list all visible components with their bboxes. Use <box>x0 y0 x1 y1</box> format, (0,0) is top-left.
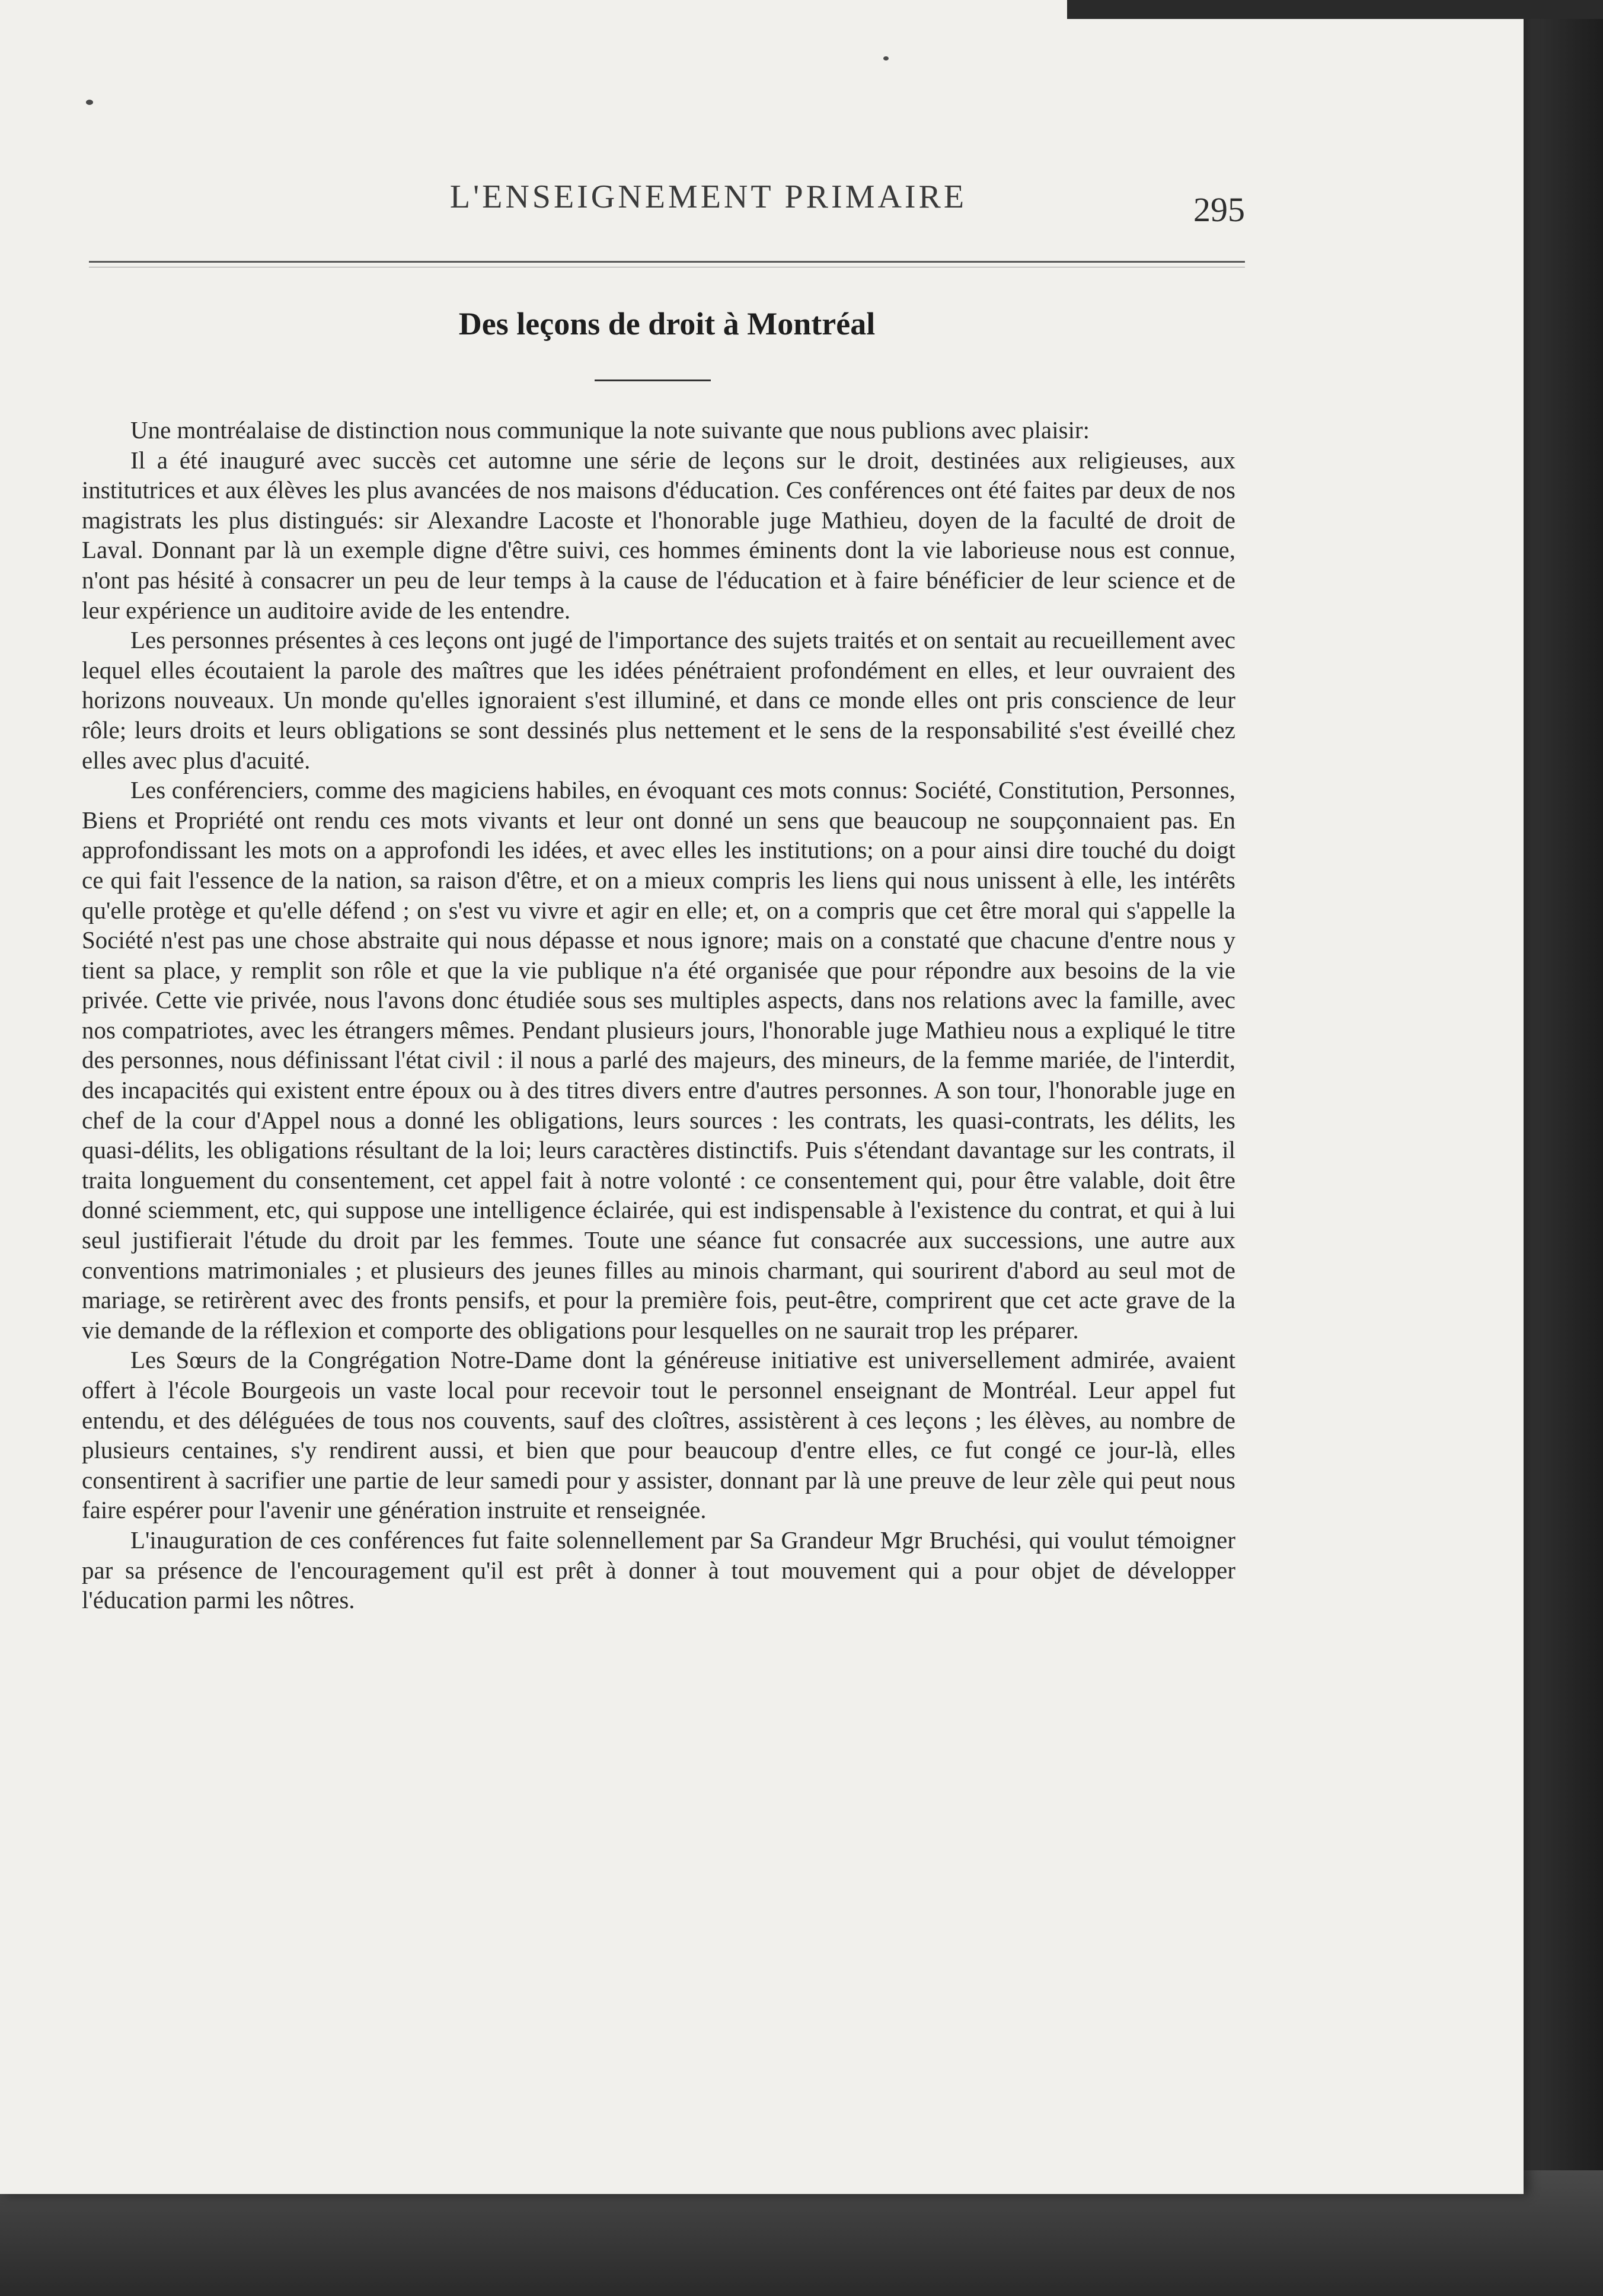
scan-edge-top <box>1067 0 1603 19</box>
paragraph: Les Sœurs de la Congrégation Notre-Dame dont la généreuse initiative est universellement admirée, avaient offert à l'école Bourgeois un vaste local pour recevoir tout le personnel enseignant de Montréal. Leur appel fut entendu, et des déléguées de tous nos couvents, sauf des cloîtres, assistèrent à ces leçons ; les élèves, au nombre de plusieurs centaines, s'y rendirent aussi, et bien que pour beaucoup d'entre elles, ce fut congé ce jour-là, elles consentirent à sacrifier une partie de leur samedi pour y assister, donnant par là une preuve de leur zèle qui peut nous faire espérer pour l'avenir une génération instruite et renseignée. <box>82 1346 1235 1524</box>
paragraph: L'inauguration de ces conférences fut faite solennellement par Sa Grandeur Mgr Bruchési, qui voulut témoigner par sa présence de l'encouragement qu'il est prêt à donner à tout mouvement qui a pour objet de développer l'éducation parmi les nôtres. <box>82 1526 1235 1614</box>
page-header <box>89 178 1245 231</box>
running-title: L'ENSEIGNEMENT PRIMAIRE <box>449 178 967 215</box>
title-rule <box>595 380 711 381</box>
paragraph: Les conférenciers, comme des magiciens habiles, en évoquant ces mots connus: Société, Constitution, Personnes, Biens et Propriété ont rendu ces mots vivants et leur ont donné un sens que beaucoup ne soupçonnaient pas. En approfondissant les mots on a approfondi les idées, et avec elles les institutions; on a pour ainsi dire touché du doigt ce qui fait l'essence de la nation, sa raison d'être, et on a mieux compris les liens qui nous unissent à elle, les intérêts qu'elle protège et qu'elle défend ; on s'est vu vivre et agir en elle; et, on a compris que cet être moral qui s'appelle la Société n'est pas une chose abstraite qui nous dépasse et nous ignore; mais on a constaté que chacune d'entre nous y tient sa place, y remplit son rôle et que la vie publique n'a été organisée que pour répondre aux besoins de la vie privée. Cette vie privée, nous l'avons donc étudiée sous ses multiples aspects, dans nos relations avec la famille, avec nos compatriotes, avec les étrangers mêmes. Pendant plusieurs jours, l'honorable juge Mathieu nous a expliqué le titre des personnes, nous définissant l'état civil : il nous a parlé des majeurs, des mineurs, de la femme mariée, de l'interdit, des incapacités qui existent entre époux ou à des titres divers entre d'autres personnes. A son tour, l'honorable juge en chef de la cour d'Appel nous a donné les obligations, leurs sources : les contrats, les quasi-contrats, les délits, les quasi-délits, les obligations résultant de la loi; leurs caractères distinctifs. Puis s'étendant davantage sur les contrats, il traita longuement du consentement, cet appel fait à notre volonté : ce consentement qui, pour être valable, doit être donné sciemment, etc, qui suppose une intelligence éclairée, qui est indispensable à l'existence du contrat, et qui à lui seul justifierait l'étude du droit par les femmes. Toute une séance fut consacrée aux successions, une autre aux conventions matrimoniales ; et plusieurs des jeunes filles au minois charmant, qui sourirent d'abord au seul mot de mariage, se retirèrent avec des fronts pensifs, et pour la première fois, peut-être, comprirent que cet acte grave de la vie demande de la réflexion et comporte des obligations pour lesquelles on ne saurait trop les préparer. <box>82 776 1235 1344</box>
article-title: Des leçons de droit à Montréal <box>458 306 876 342</box>
paragraph: Il a été inauguré avec succès cet automne une série de leçons sur le droit, destinées aux religieuses, aux institutrices et aux élèves les plus avancées de nos maisons d'éducation. Ces conférences ont été faites par deux de nos magistrats les plus distingués: sir Alexandre Lacoste et l'honorable juge Mathieu, doyen de la faculté de droit de Laval. Donnant par là un exemple digne d'être suivi, ces hommes éminents dont la vie laborieuse nous est connue, n'ont pas hésité à consacrer un peu de leur temps à la cause de l'éducation et à faire bénéficier de leur science et de leur expérience un auditoire avide de les entendre. <box>82 446 1235 624</box>
paragraph: Une montréalaise de distinction nous communique la note suivante que nous publions avec plaisir: <box>130 416 1090 444</box>
ink-speck <box>86 100 93 105</box>
header-rule <box>89 261 1245 263</box>
ink-speck <box>883 56 889 60</box>
paragraph: Les personnes présentes à ces leçons ont jugé de l'importance des sujets traités et on sentait au recueillement avec lequel elles écoutaient la parole des maîtres que les idées pénétraient profondément en elles, et leur ouvraient des horizons nouveaux. Un monde qu'elles ignoraient s'est illuminé, et dans ce monde elles ont pris conscience de leur rôle; leurs droits et leurs obligations se sont dessinés plus nettement et le sens de la responsabilité s'est éveillé chez elles avec plus d'acuité. <box>82 626 1235 774</box>
page-number: 295 <box>1193 190 1245 229</box>
article-body <box>82 415 1235 1615</box>
